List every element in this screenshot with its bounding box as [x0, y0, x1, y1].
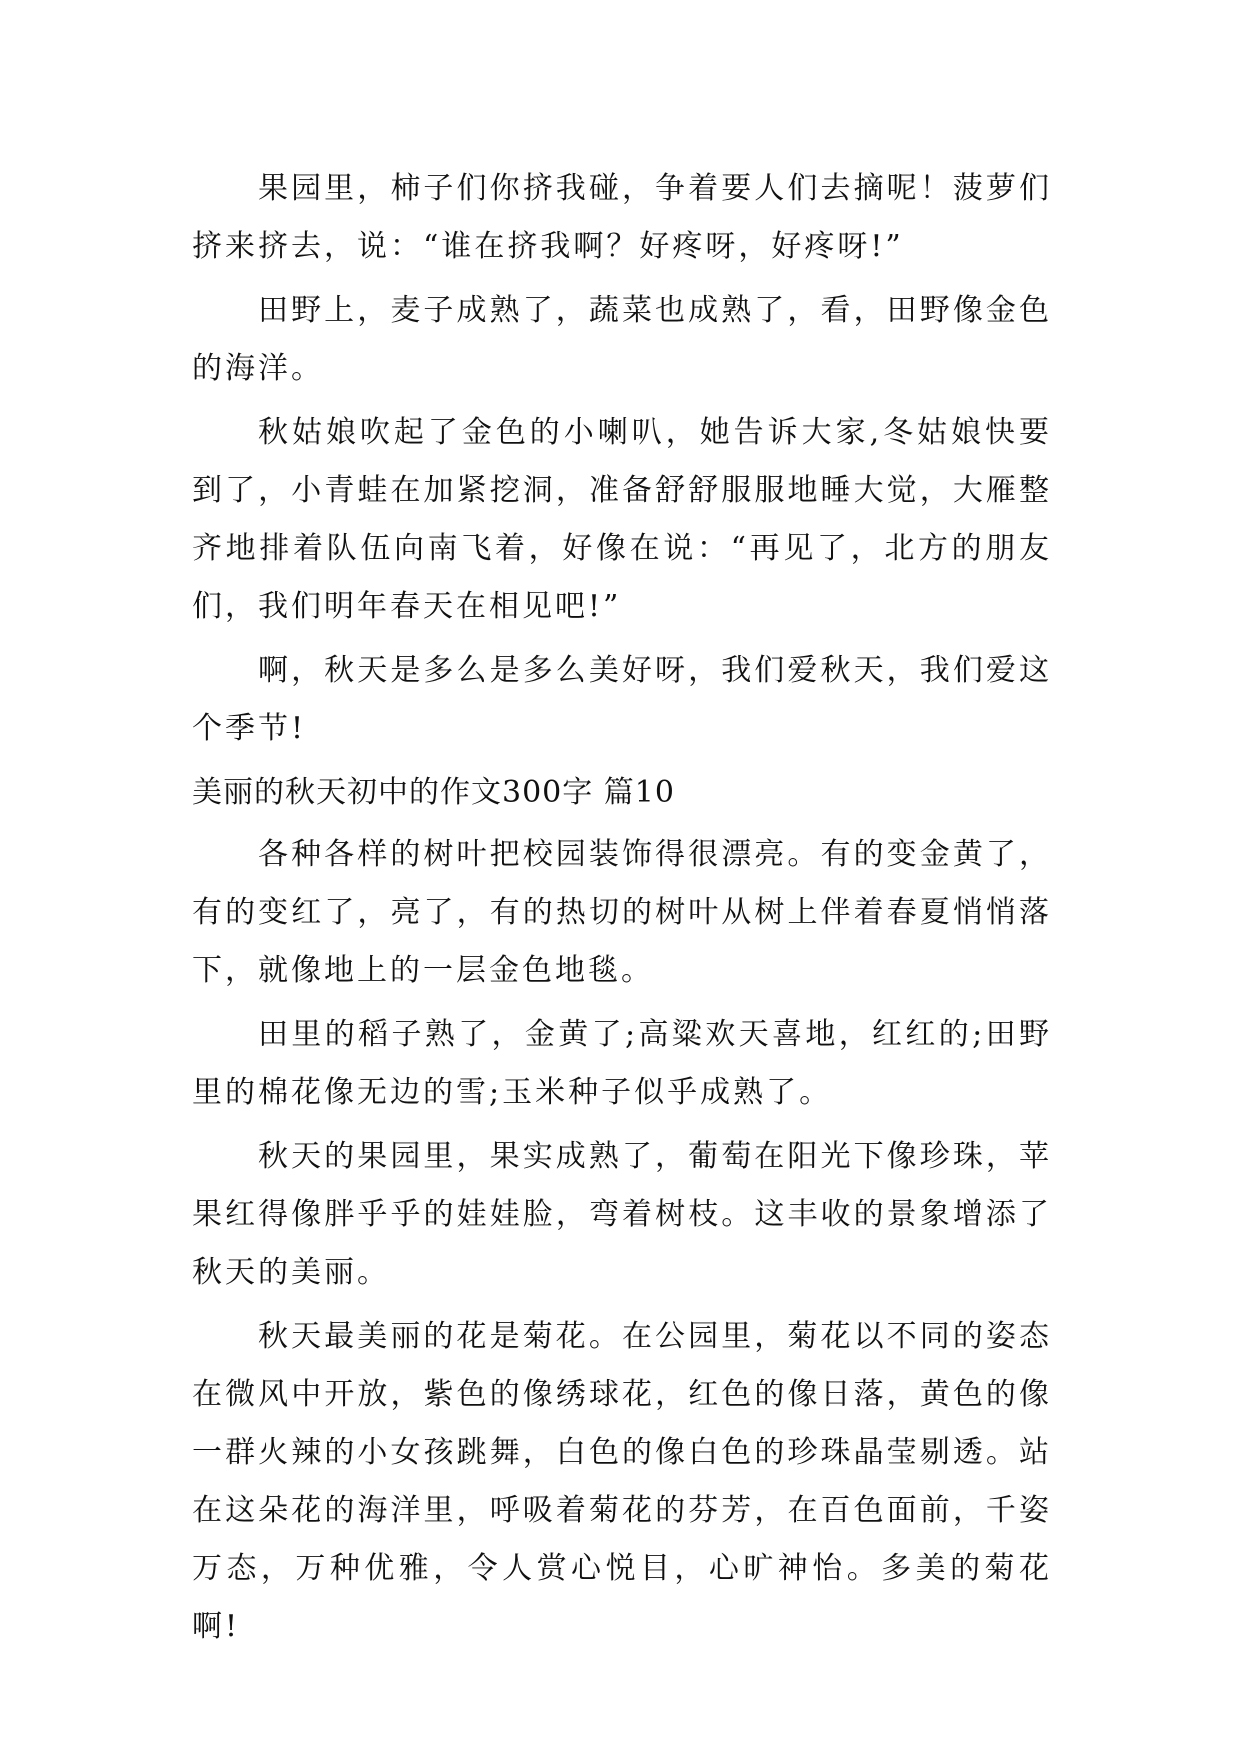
document-body — [192, 160, 1052, 1662]
paragraph-rice: 田里的稻子熟了，金黄了;高粱欢天喜地，红红的;田野里的棉花像无边的雪;玉米种子似乎成熟了。 — [192, 1017, 1052, 1110]
paragraph-chrysanthemum: 秋天最美丽的花是菊花。在公园里，菊花以不同的姿态在微风中开放，紫色的像绣球花，红色的像日落，黄色的像一群火辣的小女孩跳舞，白色的像白色的珍珠晶莹剔透。站在这朵花的海洋里，呼吸着菊花的芬芳，在百色面前，千姿万态，万种优雅，令人赏心悦目，心旷神怡。多美的菊花啊! — [192, 1319, 1052, 1644]
paragraph-fruit: 秋天的果园里，果实成熟了，葡萄在阳光下像珍珠，苹果红得像胖乎乎的娃娃脸，弯着树枝。这丰收的景象增添了秋天的美丽。 — [192, 1139, 1052, 1290]
section-heading: 美丽的秋天初中的作文300字 篇10 — [192, 775, 675, 810]
paragraph-autumn-girl: 秋姑娘吹起了金色的小喇叭，她告诉大家,冬姑娘快要到了，小青蛙在加紧挖洞，准备舒舒服服地睡大觉，大雁整齐地排着队伍向南飞着，好像在说：“再见了，北方的朋友们，我们明年春天在相见吧!” — [192, 415, 1052, 624]
paragraph-leaves: 各种各样的树叶把校园装饰得很漂亮。有的变金黄了，有的变红了，亮了，有的热切的树叶从树上伴着春夏悄悄落下，就像地上的一层金色地毯。 — [192, 837, 1052, 988]
paragraph-orchard: 果园里，柿子们你挤我碰，争着要人们去摘呢！菠萝们挤来挤去，说：“谁在挤我啊？好疼呀，好疼呀!” — [192, 171, 1052, 264]
paragraph-fields: 田野上，麦子成熟了，蔬菜也成熟了，看，田野像金色的海洋。 — [192, 293, 1052, 386]
paragraph-love-autumn: 啊，秋天是多么是多么美好呀，我们爱秋天，我们爱这个季节! — [192, 653, 1052, 746]
